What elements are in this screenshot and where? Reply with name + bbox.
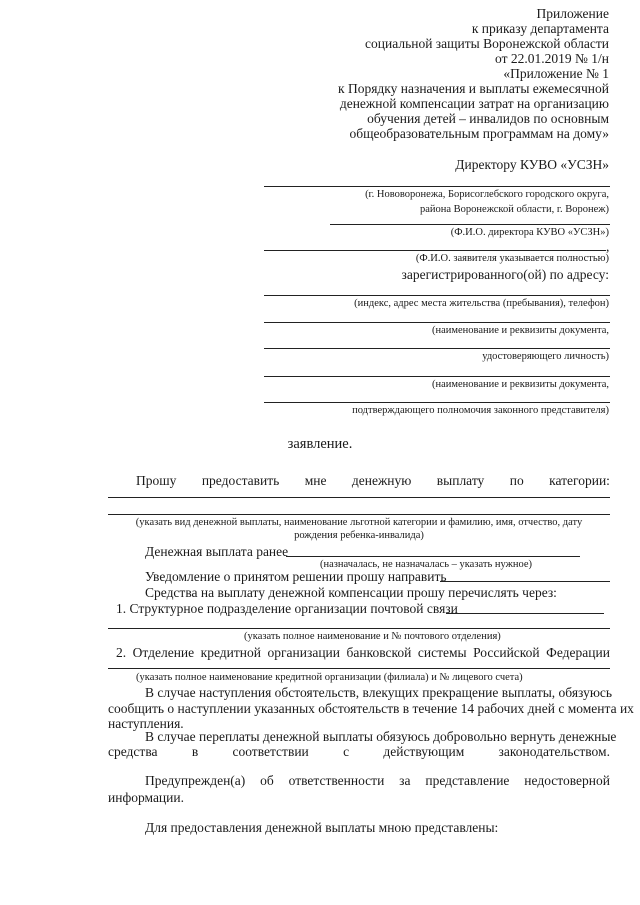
obligation-line: сообщить о наступлении указанных обстоятельств в течение 14 рабочих дней с момента их [108, 701, 634, 716]
rep-doc-field-line[interactable] [264, 376, 610, 377]
appendix-line: обучения детей – инвалидов по основным [367, 111, 609, 126]
appendix-line: общеобразовательным программам на дому» [349, 126, 609, 141]
notice-label: Уведомление о принятом решении прошу направить [145, 569, 447, 584]
prior-payment-hint: (назначалась, не назначалась – указать нужное) [320, 559, 533, 570]
overpay-word: законодательством. [498, 744, 610, 759]
post-field-line-2[interactable] [108, 628, 610, 629]
overpay-line: В случае переплаты денежной выплаты обязуюсь добровольно вернуть денежные [145, 729, 617, 744]
category-hint: рождения ребенка-инвалида) [294, 530, 424, 541]
request-word: выплату [436, 473, 485, 488]
overpay-word: действующим [383, 744, 465, 759]
obligation-line: В случае наступления обстоятельств, влекущих прекращение выплаты, обязуюсь [145, 685, 613, 700]
transfer-label: Средства на выплату денежной компенсации прошу перечислять через: [145, 585, 557, 600]
post-field-line[interactable] [446, 613, 604, 614]
request-word: мне [304, 473, 327, 488]
address-field-line[interactable] [264, 295, 610, 296]
documents-label: Для предоставления денежной выплаты мною представлены: [145, 820, 499, 835]
request-word: по [509, 473, 524, 488]
bank-word: организации [267, 645, 340, 660]
category-field-line[interactable] [108, 497, 610, 498]
warned-word: ответственности [288, 773, 385, 788]
warned-word: Предупрежден(а) [145, 773, 246, 788]
overpay-word: в [191, 744, 199, 759]
bank-word: Отделение [132, 645, 195, 660]
notice-field-line[interactable] [440, 581, 610, 582]
rep-doc-hint: (наименование и реквизиты документа, [431, 379, 609, 390]
prior-payment-field-line[interactable] [286, 556, 580, 557]
warned-word: за [399, 773, 411, 788]
director-field-line[interactable] [330, 224, 610, 225]
overpay-line-2 [108, 745, 610, 759]
option-bank-line [116, 646, 610, 660]
bank-word: Федерации [546, 645, 610, 660]
bank-word: системы [417, 645, 467, 660]
appendix-line: от 22.01.2019 № 1/н [495, 51, 609, 66]
applicant-field-line[interactable] [264, 250, 606, 251]
appendix-line: социальной защиты Воронежской области [365, 36, 609, 51]
rep-doc-field-line-2[interactable] [264, 402, 610, 403]
request-word: предоставить [201, 473, 280, 488]
warned-word: представление [425, 773, 510, 788]
request-word: Прошу [136, 473, 177, 488]
rep-doc-hint: подтверждающего полномочия законного представителя) [352, 405, 609, 416]
obligation-line: наступления. [108, 716, 184, 731]
registered-label: зарегистрированного(ой) по адресу: [401, 267, 609, 282]
category-hint: (указать вид денежной выплаты, наименование льготной категории и фамилию, имя, отчество, дату [135, 517, 583, 528]
comma-mark: , [606, 239, 610, 254]
warned-line [145, 774, 610, 788]
appendix-line: Приложение [536, 6, 609, 21]
request-word: категории: [549, 473, 610, 488]
overpay-word: средства [108, 744, 158, 759]
bank-word: кредитной [200, 645, 261, 660]
city-field-line[interactable] [264, 186, 610, 187]
option-post-label: 1. Структурное подразделение организации почтовой связи [116, 601, 458, 616]
category-field-line-2[interactable] [108, 514, 610, 515]
overpay-word: с [343, 744, 350, 759]
bank-word: Российской [473, 645, 540, 660]
bank-hint: (указать полное наименование кредитной организации (филиала) и № лицевого счета) [136, 672, 523, 683]
bank-field-line[interactable] [108, 668, 610, 669]
document-title: заявление. [287, 436, 353, 452]
appendix-line: денежной компенсации затрат на организацию [339, 96, 609, 111]
addressee: Директору КУВО «УСЗН» [455, 157, 609, 172]
id-doc-hint: (наименование и реквизиты документа, [431, 325, 609, 336]
prior-payment-label: Денежная выплата ранее [145, 544, 289, 559]
director-hint: (Ф.И.О. директора КУВО «УСЗН») [450, 227, 609, 238]
request-word: денежную [351, 473, 412, 488]
request-line [136, 474, 610, 488]
id-doc-field-line-2[interactable] [264, 348, 610, 349]
id-doc-hint: удостоверяющего личность) [482, 351, 609, 362]
overpay-word: соответствии [232, 744, 309, 759]
address-hint: (индекс, адрес места жительства (пребывания), телефон) [354, 298, 609, 309]
appendix-line: к приказу департамента [471, 21, 609, 36]
warned-word: об [260, 773, 274, 788]
city-hint: района Воронежской области, г. Воронеж) [419, 204, 609, 215]
bank-word: банковской [346, 645, 412, 660]
applicant-hint: (Ф.И.О. заявителя указывается полностью) [415, 253, 609, 264]
warned-word: недостоверной [524, 773, 610, 788]
appendix-line: «Приложение № 1 [503, 66, 609, 81]
city-hint: (г. Нововоронежа, Борисоглебского городского округа, [365, 189, 609, 200]
id-doc-field-line[interactable] [264, 322, 610, 323]
post-hint: (указать полное наименование и № почтового отделения) [244, 631, 501, 642]
warned-line-2: информации. [108, 790, 184, 805]
appendix-line: к Порядку назначения и выплаты ежемесячной [338, 81, 609, 96]
bank-word: 2. [116, 645, 127, 660]
